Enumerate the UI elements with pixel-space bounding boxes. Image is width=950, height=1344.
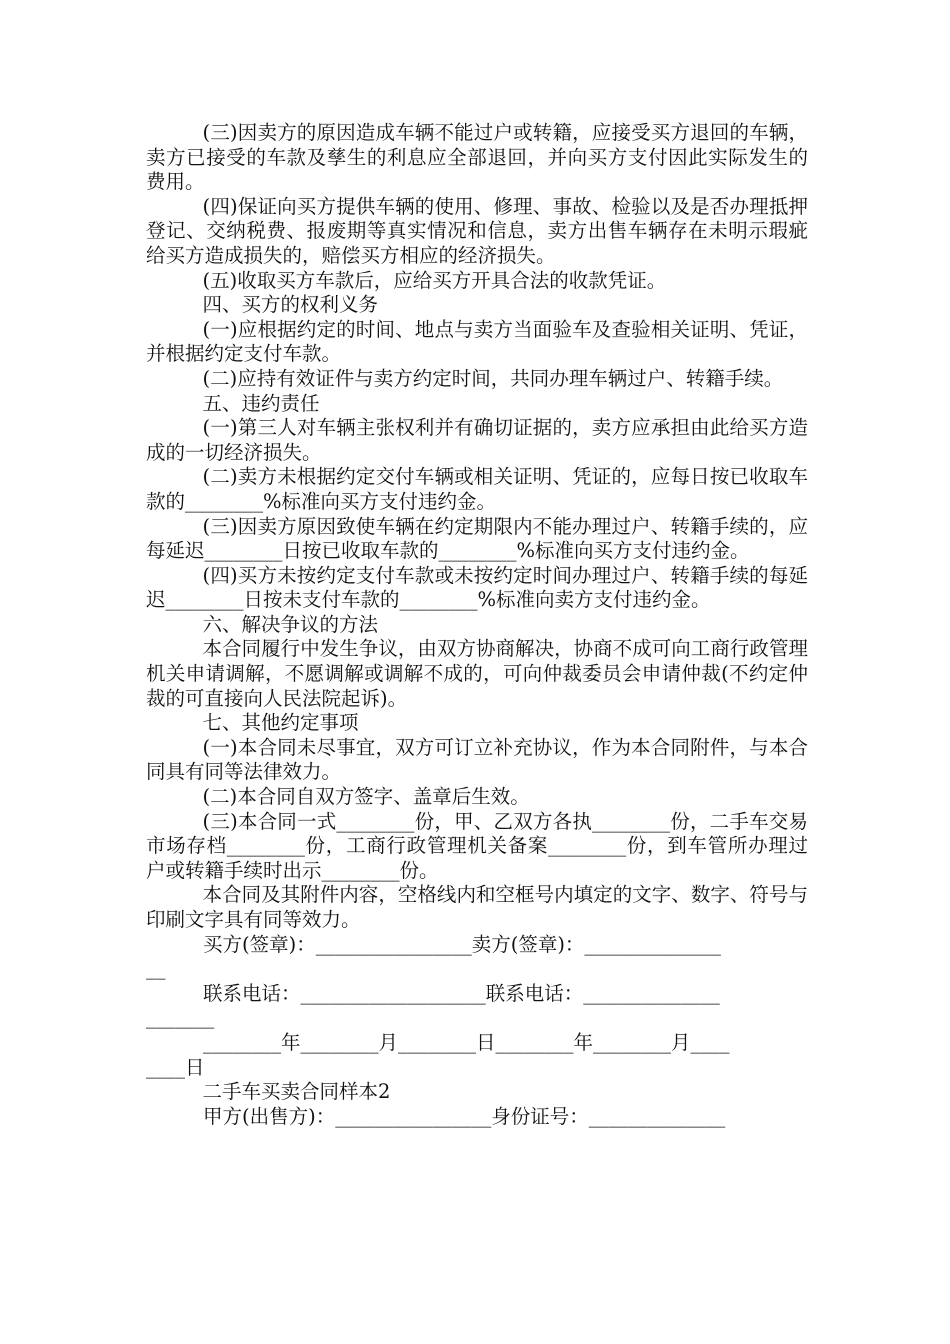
document-page	[146, 121, 808, 1129]
paragraph: (一)第三人对车辆主张权利并有确切证据的，卖方应承担由此给买方造成的一切经济损失。	[146, 416, 808, 464]
contact-phone-line: 联系电话：___________________联系电话：______________	[203, 981, 720, 1005]
paragraph: (三)因卖方原因致使车辆在约定期限内不能办理过户、转籍手续的，应每延迟________日按已收取车款的________%标准向买方支付违约金。	[146, 514, 808, 563]
paragraph: 本合同履行中发生争议，由双方协商解决，协商不成可向工商行政管理机关申请调解，不愿调解或调解不成的，可向仲裁委员会申请仲裁(不约定仲裁的可直接向人民法院起诉)。	[146, 637, 808, 710]
contact-phone-continuation: _______	[146, 1006, 215, 1030]
signature-line-continuation: __	[146, 957, 166, 981]
paragraph: (三)本合同一式________份，甲、乙双方各执________份，二手车交易市场存档________份，工商行政管理机关备案________份，到车管所办理过户或转籍手续时出示________份。	[146, 809, 808, 882]
section-heading: 六、解决争议的方法	[202, 612, 379, 636]
paragraph: (四)保证向买方提供车辆的使用、修理、事故、检验以及是否办理抵押登记、交纳税费、报废期等真实情况和信息，卖方出售车辆存在未明示瑕疵给买方造成损失的，赔偿买方相应的经济损失。	[146, 194, 808, 267]
date-line-continuation: ____日	[146, 1055, 205, 1079]
paragraph: (二)本合同自双方签字、盖章后生效。	[202, 785, 530, 809]
paragraph: 本合同及其附件内容，空格线内和空框号内填定的文字、数字、符号与印刷文字具有同等效力。	[146, 883, 808, 931]
section-heading: 五、违约责任	[202, 391, 320, 415]
paragraph: (三)因卖方的原因造成车辆不能过户或转籍，应接受买方退回的车辆，卖方已接受的车款及孳生的利息应全部退回，并向买方支付因此实际发生的费用。	[146, 121, 808, 194]
section-heading: 七、其他约定事项	[202, 711, 359, 735]
paragraph: (二)卖方未根据约定交付车辆或相关证明、凭证的，应每日按已收取车款的________%标准向买方支付违约金。	[146, 465, 808, 513]
sample2-party-a-line: 甲方(出售方)：________________身份证号：______________	[203, 1104, 726, 1128]
paragraph: (一)本合同未尽事宜，双方可订立补充协议，作为本合同附件，与本合同具有同等法律效力。	[146, 735, 808, 784]
paragraph: (一)应根据约定的时间、地点与卖方当面验车及查验相关证明、凭证，并根据约定支付车款。	[146, 317, 808, 366]
signature-line-buyer-seller: 买方(签章)：________________卖方(签章)：______________	[203, 932, 721, 956]
paragraph: (四)买方未按约定支付车款或未按约定时间办理过户、转籍手续的每延迟________日按未支付车款的________%标准向卖方支付违约金。	[146, 563, 808, 612]
paragraph: (二)应持有效证件与卖方约定时间，共同办理车辆过户、转籍手续。	[202, 366, 784, 390]
section-heading: 四、买方的权利义务	[202, 293, 379, 317]
sample2-title: 二手车买卖合同样本2	[202, 1080, 391, 1104]
date-line: ________年________月________日________年________月____	[203, 1030, 730, 1054]
paragraph: (五)收取买方车款后，应给买方开具合法的收款凭证。	[202, 268, 667, 292]
